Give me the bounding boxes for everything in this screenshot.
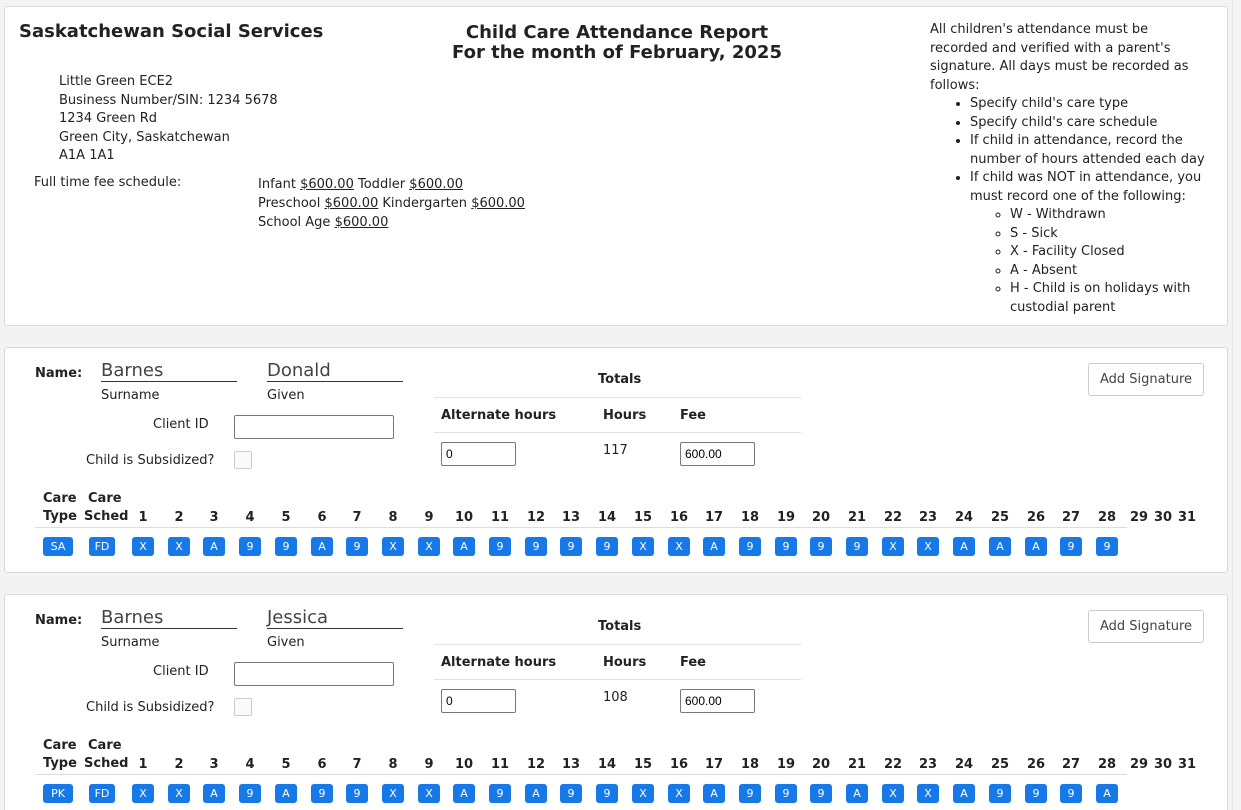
instructions-list — [930, 95, 1210, 317]
attendance-chip[interactable]: 9 — [596, 537, 618, 556]
attendance-divider — [35, 774, 1127, 775]
instructions-intro: All children's attendance must be recorded and verified with a parent's signature. All days must be recorded as follows: — [930, 22, 1189, 93]
preschool-label: Preschool — [258, 196, 321, 211]
given-label: Given — [267, 635, 305, 650]
name-label: Name: — [35, 613, 83, 628]
instruction-text: If child was NOT in attendance, you must record one of the following: — [970, 170, 1202, 204]
care-type-header: Type — [43, 509, 77, 524]
care-type-header: Care — [43, 491, 77, 506]
surname-label: Surname — [101, 635, 160, 650]
day-header: 4 — [245, 757, 255, 772]
care-sched-chip[interactable]: FD — [89, 784, 115, 803]
day-header: 18 — [740, 510, 760, 525]
attendance-chip[interactable]: 9 — [1096, 537, 1118, 556]
day-header: 30 — [1153, 510, 1173, 525]
attendance-chip[interactable]: 9 — [1060, 784, 1082, 803]
day-header: 3 — [209, 757, 219, 772]
alternate-hours-input[interactable] — [441, 442, 516, 466]
day-header: 11 — [490, 510, 510, 525]
day-header: 26 — [1026, 757, 1046, 772]
surname-label: Surname — [101, 388, 160, 403]
absence-code: ◦ H - Child is on holidays with custodial parent — [1010, 280, 1210, 317]
day-header: 2 — [174, 757, 184, 772]
school-age-label: School Age — [258, 215, 331, 230]
child-attendance-card — [4, 594, 1228, 810]
infant-label: Infant — [258, 177, 296, 192]
attendance-chip[interactable]: A — [453, 784, 475, 803]
day-header: 25 — [990, 757, 1010, 772]
attendance-chip[interactable]: 9 — [775, 784, 797, 803]
day-header: 4 — [245, 510, 255, 525]
fee-input[interactable] — [680, 442, 755, 466]
attendance-chip[interactable]: A — [953, 784, 975, 803]
instruction-item: • Specify child's care schedule — [970, 114, 1210, 133]
day-header: 16 — [669, 510, 689, 525]
hours-total: 108 — [603, 690, 628, 705]
attendance-chip[interactable]: A — [275, 784, 297, 803]
day-header: 31 — [1177, 757, 1197, 772]
fee-label: Fee — [680, 408, 706, 423]
attendance-chip[interactable]: X — [168, 784, 190, 803]
care-sched-header: Sched — [84, 509, 129, 524]
day-header: 21 — [847, 510, 867, 525]
org-name: Saskatchewan Social Services — [19, 21, 324, 42]
attendance-chip[interactable]: 9 — [560, 537, 582, 556]
attendance-chip[interactable]: 9 — [525, 537, 547, 556]
attendance-chip[interactable]: 9 — [775, 537, 797, 556]
care-type-chip[interactable]: PK — [43, 784, 73, 803]
day-header: 12 — [526, 757, 546, 772]
given-name-field: Jessica — [267, 607, 403, 629]
day-header: 29 — [1129, 510, 1149, 525]
care-type-chip[interactable]: SA — [43, 537, 73, 556]
care-sched-header: Care — [88, 738, 122, 753]
surname-field: Barnes — [101, 607, 237, 629]
day-header: 13 — [561, 757, 581, 772]
hours-total: 117 — [603, 443, 628, 458]
day-header: 13 — [561, 510, 581, 525]
day-header: 20 — [811, 757, 831, 772]
day-header: 6 — [317, 510, 327, 525]
attendance-chip[interactable]: A — [846, 784, 868, 803]
care-sched-header: Sched — [84, 756, 129, 771]
day-header: 7 — [352, 757, 362, 772]
day-header: 27 — [1061, 757, 1081, 772]
name-label: Name: — [35, 366, 83, 381]
attendance-chip[interactable]: 9 — [810, 537, 832, 556]
absence-code: ◦ A - Absent — [1010, 262, 1210, 281]
given-name-field: Donald — [267, 360, 403, 382]
attendance-chip[interactable]: X — [168, 537, 190, 556]
day-header: 9 — [424, 510, 434, 525]
attendance-chip[interactable]: X — [382, 537, 404, 556]
absence-codes-list — [970, 206, 1210, 317]
fee-schedule-label: Full time fee schedule: — [34, 175, 182, 190]
instruction-item — [970, 169, 1210, 317]
attendance-chip[interactable]: 9 — [346, 537, 368, 556]
day-header: 22 — [883, 757, 903, 772]
attendance-chip[interactable]: X — [917, 537, 939, 556]
toddler-fee: $600.00 — [409, 177, 464, 192]
day-header: 18 — [740, 757, 760, 772]
care-sched-header: Care — [88, 491, 122, 506]
attendance-chip[interactable]: 9 — [739, 537, 761, 556]
day-header: 17 — [704, 510, 724, 525]
day-header: 1 — [138, 510, 148, 525]
day-header: 14 — [597, 757, 617, 772]
day-header: 6 — [317, 757, 327, 772]
attendance-chip[interactable]: X — [668, 537, 690, 556]
address-line: Green City, Saskatchewan — [59, 129, 230, 145]
fee-label: Fee — [680, 655, 706, 670]
day-header: 23 — [918, 510, 938, 525]
attendance-chip[interactable]: A — [1096, 784, 1118, 803]
day-header: 28 — [1097, 757, 1117, 772]
attendance-chip[interactable]: 9 — [489, 784, 511, 803]
totals-divider — [434, 644, 801, 645]
day-header: 3 — [209, 510, 219, 525]
attendance-chip[interactable]: A — [703, 784, 725, 803]
attendance-chip[interactable]: 9 — [346, 784, 368, 803]
day-header: 19 — [776, 757, 796, 772]
day-header: 5 — [281, 757, 291, 772]
client-id-label: Client ID — [153, 664, 209, 679]
totals-divider — [434, 679, 801, 680]
subsidized-label: Child is Subsidized? — [86, 700, 215, 715]
totals-divider — [434, 397, 801, 398]
infant-fee: $600.00 — [300, 177, 354, 192]
address-line: A1A 1A1 — [59, 148, 115, 163]
fee-input[interactable] — [680, 689, 755, 713]
surname-field: Barnes — [101, 360, 237, 382]
attendance-chip[interactable]: A — [1025, 537, 1047, 556]
day-header: 15 — [633, 510, 653, 525]
attendance-chip[interactable]: 9 — [275, 537, 297, 556]
child-attendance-card — [4, 347, 1228, 573]
subsidized-checkbox[interactable] — [234, 451, 252, 469]
kindergarten-label: Kindergarten — [382, 196, 468, 211]
add-signature-button[interactable]: Add Signature — [1088, 363, 1204, 396]
attendance-chip[interactable]: 9 — [810, 784, 832, 803]
provider-address — [59, 73, 278, 166]
hours-label: Hours — [603, 408, 647, 423]
attendance-chip[interactable]: X — [632, 784, 654, 803]
attendance-chip[interactable]: X — [882, 537, 904, 556]
attendance-chip[interactable]: A — [311, 537, 333, 556]
kindergarten-fee: $600.00 — [471, 196, 525, 211]
day-header: 8 — [388, 510, 398, 525]
attendance-chip[interactable]: X — [632, 537, 654, 556]
day-header: 10 — [454, 510, 474, 525]
attendance-chip[interactable]: 9 — [489, 537, 511, 556]
attendance-chip[interactable]: 9 — [239, 784, 261, 803]
attendance-chip[interactable]: 9 — [1025, 784, 1047, 803]
given-label: Given — [267, 388, 305, 403]
attendance-chip[interactable]: A — [525, 784, 547, 803]
subsidized-checkbox[interactable] — [234, 698, 252, 716]
attendance-divider — [35, 527, 1127, 528]
day-header: 28 — [1097, 510, 1117, 525]
day-header: 9 — [424, 757, 434, 772]
day-header: 27 — [1061, 510, 1081, 525]
day-header: 19 — [776, 510, 796, 525]
instruction-item: • Specify child's care type — [970, 95, 1210, 114]
attendance-chip[interactable]: A — [953, 537, 975, 556]
attendance-chip[interactable]: X — [382, 784, 404, 803]
address-line: Business Number/SIN: 1234 5678 — [59, 92, 278, 108]
day-header: 22 — [883, 510, 903, 525]
alternate-hours-input[interactable] — [441, 689, 516, 713]
attendance-chip[interactable]: A — [703, 537, 725, 556]
report-header-card — [4, 6, 1228, 326]
totals-divider — [434, 432, 801, 433]
attendance-chip[interactable]: 9 — [1060, 537, 1082, 556]
day-header: 14 — [597, 510, 617, 525]
attendance-chip[interactable]: A — [203, 537, 225, 556]
attendance-chip[interactable]: X — [132, 537, 154, 556]
day-header: 26 — [1026, 510, 1046, 525]
report-title: Child Care Attendance Report — [465, 22, 769, 43]
attendance-chip[interactable]: A — [453, 537, 475, 556]
attendance-chip[interactable]: 9 — [311, 784, 333, 803]
day-header: 16 — [669, 757, 689, 772]
instructions — [930, 21, 1210, 317]
client-id-label: Client ID — [153, 417, 209, 432]
fee-schedule — [258, 175, 525, 232]
care-type-header: Care — [43, 738, 77, 753]
day-header: 17 — [704, 757, 724, 772]
report-subtitle: For the month of February, 2025 — [452, 42, 782, 63]
day-header: 20 — [811, 510, 831, 525]
attendance-chip[interactable]: X — [418, 537, 440, 556]
day-header: 10 — [454, 757, 474, 772]
alternate-hours-label: Alternate hours — [441, 655, 557, 670]
day-header: 24 — [954, 757, 974, 772]
hours-label: Hours — [603, 655, 647, 670]
attendance-chip[interactable]: 9 — [596, 784, 618, 803]
attendance-chip[interactable]: A — [203, 784, 225, 803]
attendance-chip[interactable]: 9 — [560, 784, 582, 803]
day-header: 25 — [990, 510, 1010, 525]
care-sched-chip[interactable]: FD — [89, 537, 115, 556]
school-age-fee: $600.00 — [334, 215, 389, 230]
attendance-chip[interactable]: X — [917, 784, 939, 803]
day-header: 2 — [174, 510, 184, 525]
day-header: 1 — [138, 757, 148, 772]
instruction-item: • If child in attendance, record the number of hours attended each day — [970, 132, 1210, 169]
alternate-hours-label: Alternate hours — [441, 408, 557, 423]
absence-code: ◦ S - Sick — [1010, 225, 1210, 244]
care-type-header: Type — [43, 756, 77, 771]
day-header: 21 — [847, 757, 867, 772]
day-header: 8 — [388, 757, 398, 772]
day-header: 24 — [954, 510, 974, 525]
absence-code: ◦ X - Facility Closed — [1010, 243, 1210, 262]
day-header: 5 — [281, 510, 291, 525]
day-header: 30 — [1153, 757, 1173, 772]
attendance-chip[interactable]: 9 — [989, 784, 1011, 803]
client-id-input[interactable] — [234, 662, 394, 686]
day-header: 31 — [1177, 510, 1197, 525]
address-line: Little Green ECE2 — [59, 74, 174, 89]
attendance-chip[interactable]: 9 — [739, 784, 761, 803]
add-signature-button[interactable]: Add Signature — [1088, 610, 1204, 643]
absence-code: ◦ W - Withdrawn — [1010, 206, 1210, 225]
day-header: 11 — [490, 757, 510, 772]
totals-heading: Totals — [598, 619, 642, 634]
day-header: 7 — [352, 510, 362, 525]
attendance-chip[interactable]: X — [668, 784, 690, 803]
preschool-fee: $600.00 — [324, 196, 379, 211]
subsidized-label: Child is Subsidized? — [86, 453, 215, 468]
day-header: 12 — [526, 510, 546, 525]
totals-heading: Totals — [598, 372, 642, 387]
attendance-chip[interactable]: X — [882, 784, 904, 803]
page-scrollbar[interactable] — [1232, 0, 1241, 810]
address-line: 1234 Green Rd — [59, 111, 158, 126]
day-header: 15 — [633, 757, 653, 772]
toddler-label: Toddler — [358, 177, 406, 192]
client-id-input[interactable] — [234, 415, 394, 439]
attendance-chip[interactable]: 9 — [846, 537, 868, 556]
day-header: 23 — [918, 757, 938, 772]
day-header: 29 — [1129, 757, 1149, 772]
attendance-chip[interactable]: X — [132, 784, 154, 803]
attendance-chip[interactable]: X — [418, 784, 440, 803]
attendance-chip[interactable]: A — [989, 537, 1011, 556]
attendance-chip[interactable]: 9 — [239, 537, 261, 556]
